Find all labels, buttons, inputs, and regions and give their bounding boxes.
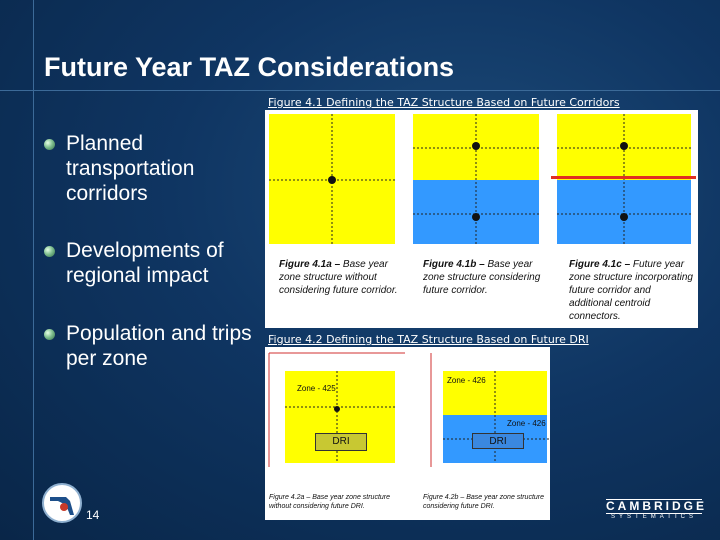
bullet-text: Population and trips per zone xyxy=(66,322,252,370)
cambridge-logo-sub: SYSTEMATICS xyxy=(611,514,697,520)
cambridge-logo-text: CAMBRIDGE xyxy=(606,499,707,513)
zone-425-connectors xyxy=(265,347,405,472)
top-rule xyxy=(0,90,720,91)
figure1b-caption: Figure 4.1b – Base year zone structure considering future corridor. xyxy=(423,259,541,296)
figure2a-caption: Figure 4.2a – Base year zone structure without considering future DRI. xyxy=(269,494,391,510)
figure2-panel xyxy=(265,347,550,520)
zone-426-label-top: Zone - 426 xyxy=(447,376,486,385)
dri-box-a: DRI xyxy=(315,433,367,451)
bullet-corridors xyxy=(44,131,254,206)
florida-icon xyxy=(44,485,80,521)
zone-425-label: Zone - 425 xyxy=(297,384,336,393)
zone-c-connectors xyxy=(557,114,691,244)
figure2-caption: Figure 4.2 Defining the TAZ Structure Based on Future DRI xyxy=(268,333,589,346)
fdot-logo xyxy=(42,483,82,523)
future-corridor-line xyxy=(551,176,696,179)
figure1-panel xyxy=(265,110,698,328)
bullet-icon xyxy=(44,329,55,340)
slide-title: Future Year TAZ Considerations xyxy=(44,52,455,82)
bullet-population xyxy=(44,321,254,371)
zone-426-connectors xyxy=(425,347,550,472)
zone-a-connectors xyxy=(269,114,395,244)
bullet-icon xyxy=(44,139,55,150)
left-rule xyxy=(33,0,34,540)
zone-b-connectors xyxy=(413,114,539,244)
cambridge-logo xyxy=(606,499,707,520)
figure1-caption: Figure 4.1 Defining the TAZ Structure Based on Future Corridors xyxy=(268,96,620,109)
page-number: 14 xyxy=(86,508,100,522)
bullet-text: Planned transportation corridors xyxy=(66,132,195,205)
bullet-text: Developments of regional impact xyxy=(66,239,224,287)
figure2b-caption: Figure 4.2b – Base year zone structure considering future DRI. xyxy=(423,494,545,510)
dri-box-b: DRI xyxy=(472,433,524,449)
figure1c-caption: Figure 4.1c – Future year zone structure incorporating future corridor and additional centroid connectors. xyxy=(569,259,693,322)
figure1a-caption: Figure 4.1a – Base year zone structure without considering future corridor. xyxy=(279,259,398,296)
bullet-icon xyxy=(44,246,55,257)
zone-426-label-bottom: Zone - 426 xyxy=(507,419,546,428)
bullet-dri xyxy=(44,238,254,288)
